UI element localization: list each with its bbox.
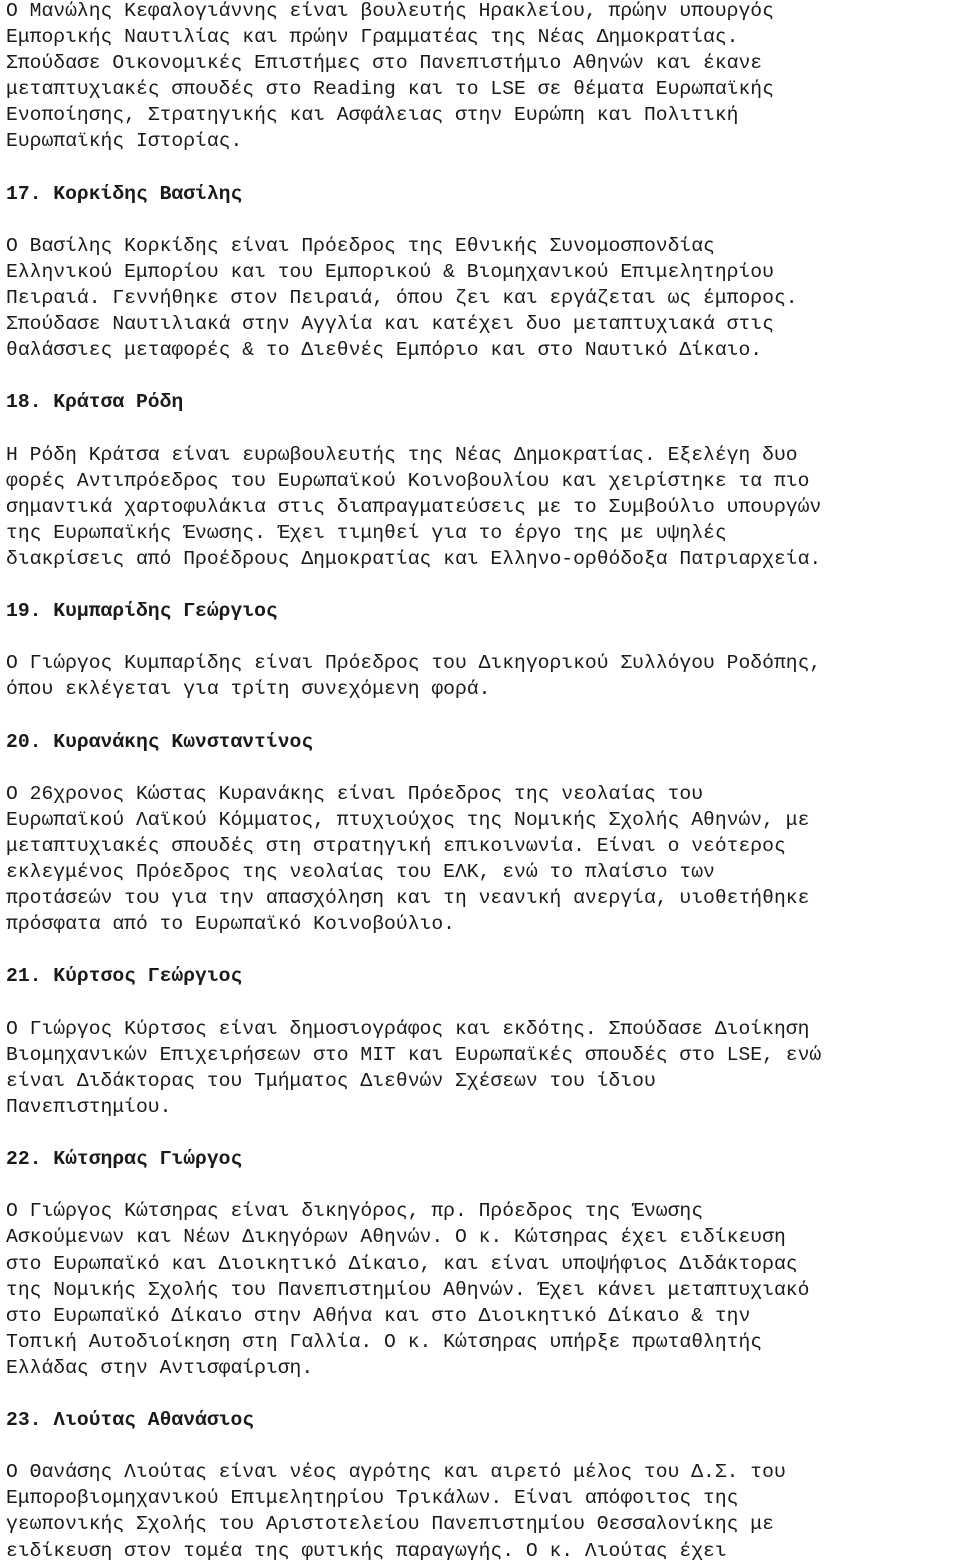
text-line: Ο Γιώργος Κυμπαρίδης είναι Πρόεδρος του Δικηγορικού Συλλόγου Ροδόπης,: [6, 652, 822, 675]
text-line: γεωπονικής Σχολής του Αριστοτελείου Πανεπιστημίου Θεσσαλονίκης με: [6, 1513, 774, 1536]
text-line: Ο Γιώργος Κώτσηρας είναι δικηγόρος, πρ. Πρόεδρος της Ένωσης: [6, 1200, 704, 1223]
text-line: προτάσεών του για την απασχόληση και τη νεανική ανεργία, υιοθετήθηκε: [6, 887, 810, 910]
text-line: Ελλάδας στην Αντισφαίριση.: [6, 1356, 314, 1379]
heading-22: 22. Κώτσηρας Γιώργος: [6, 1148, 243, 1171]
paragraph-spacer: [6, 1120, 958, 1146]
paragraph-spacer: [6, 155, 958, 181]
text-line: φορές Αντιπρόεδρος του Ευρωπαϊκού Κοινοβουλίου και χειρίστηκε τα πιο: [6, 469, 810, 492]
text-line: Τοπική Αυτοδιοίκηση στη Γαλλία. Ο κ. Κώτσηρας υπήρξε πρωταθλητής: [6, 1330, 763, 1353]
text-line: θαλάσσιες μεταφορές & το Διεθνές Εμπόριο και στο Ναυτικό Δίκαιο.: [6, 339, 763, 362]
text-line: Πανεπιστημίου.: [6, 1095, 172, 1118]
text-line: εκλεγμένος Πρόεδρος της νεολαίας του ΕΛΚ, ενώ το πλαίσιο των: [6, 861, 715, 884]
text-line: μεταπτυχιακές σπουδές στο Reading και το LSE σε θέματα Ευρωπαϊκής: [6, 78, 774, 101]
text-line: Ο Γιώργος Κύρτσος είναι δημοσιογράφος και εκδότης. Σπούδασε Διοίκηση: [6, 1017, 810, 1040]
bio-21: [6, 1016, 958, 1120]
text-line: πρόσφατα από το Ευρωπαϊκό Κοινοβούλιο.: [6, 913, 455, 936]
text-line: Ο 26χρονος Κώστας Κυρανάκης είναι Πρόεδρος της νεολαίας του: [6, 782, 704, 805]
text-line: Σπούδασε Οικονομικές Επιστήμες στο Πανεπιστήμιο Αθηνών και έκανε: [6, 52, 763, 75]
paragraph-spacer: [6, 1433, 958, 1459]
text-line: Ο Μανώλης Κεφαλογιάννης είναι βουλευτής Ηρακλείου, πρώην υπουργός: [6, 0, 774, 22]
paragraph-spacer: [6, 1381, 958, 1407]
text-line: είναι Διδάκτορας του Τμήματος Διεθνών Σχέσεων του ίδιου: [6, 1069, 656, 1092]
text-line: Ευρωπαϊκού Λαϊκού Κόμματος, πτυχιούχος της Νομικής Σχολής Αθηνών, με: [6, 808, 810, 831]
heading-17: 17. Κορκίδης Βασίλης: [6, 182, 243, 205]
bio-17: [6, 233, 958, 363]
text-line: Σπούδασε Ναυτιλιακά στην Αγγλία και κατέχει δυο μεταπτυχιακά στις: [6, 313, 774, 336]
text-line: Ελληνικού Εμπορίου και του Εμπορικού & Βιομηχανικού Επιμελητηρίου: [6, 260, 774, 283]
paragraph-spacer: [6, 703, 958, 729]
paragraph-spacer: [6, 937, 958, 963]
text-line: διακρίσεις από Προέδρους Δημοκρατίας και Ελληνο-ορθόδοξα Πατριαρχεία.: [6, 547, 822, 570]
bio-20: [6, 781, 958, 938]
paragraph-spacer: [6, 624, 958, 650]
text-line: στο Ευρωπαϊκό και Διοικητικό Δίκαιο, και είναι υποψήφιος Διδάκτορας: [6, 1252, 798, 1275]
text-line: Εμποροβιομηχανικού Επιμελητηρίου Τρικάλων. Είναι απόφοιτος της: [6, 1487, 739, 1510]
paragraph-spacer: [6, 207, 958, 233]
text-line: Ενοποίησης, Στρατηγικής και Ασφάλειας στην Ευρώπη και Πολιτική: [6, 104, 739, 127]
bio-22: [6, 1198, 958, 1381]
heading-18: 18. Κράτσα Ρόδη: [6, 391, 184, 414]
paragraph-spacer: [6, 990, 958, 1016]
heading-21: 21. Κύρτσος Γεώργιος: [6, 965, 243, 988]
heading-20: 20. Κυρανάκης Κωνσταντίνος: [6, 730, 314, 753]
text-line: Εμπορικής Ναυτιλίας και πρώην Γραμματέας της Νέας Δημοκρατίας.: [6, 26, 739, 49]
text-line: Ο Θανάσης Λιούτας είναι νέος αγρότης και αιρετό μέλος του Δ.Σ. του: [6, 1461, 786, 1484]
document-page: [6, 0, 958, 1564]
paragraph-spacer: [6, 755, 958, 781]
heading-19: 19. Κυμπαρίδης Γεώργιος: [6, 600, 278, 623]
text-line: όπου εκλέγεται για τρίτη συνεχόμενη φορά.: [6, 678, 491, 701]
text-line: στο Ευρωπαϊκό Δίκαιο στην Αθήνα και στο Διοικητικό Δίκαιο & την: [6, 1304, 751, 1327]
text-line: της Ευρωπαϊκής Ένωσης. Έχει τιμηθεί για το έργο της με υψηλές: [6, 521, 727, 544]
paragraph-spacer: [6, 416, 958, 442]
bio-19: [6, 650, 958, 702]
text-line: Η Ρόδη Κράτσα είναι ευρωβουλευτής της Νέας Δημοκρατίας. Εξελέγη δυο: [6, 443, 798, 466]
bio-23: [6, 1459, 958, 1563]
paragraph-spacer: [6, 572, 958, 598]
paragraph-spacer: [6, 363, 958, 389]
text-line: της Νομικής Σχολής του Πανεπιστημίου Αθηνών. Έχει κάνει μεταπτυχιακό: [6, 1278, 810, 1301]
text-line: μεταπτυχιακές σπουδές στη στρατηγική επικοινωνία. Είναι ο νεότερος: [6, 835, 786, 857]
text-line: Ασκούμενων και Νέων Δικηγόρων Αθηνών. Ο κ. Κώτσηρας έχει ειδίκευση: [6, 1226, 786, 1249]
text-line: σημαντικά χαρτοφυλάκια στις διαπραγματεύσεις με το Συμβούλιο υπουργών: [6, 495, 822, 518]
text-line: ειδίκευση στον τομέα της φυτικής παραγωγής. Ο κ. Λιούτας έχει: [6, 1539, 727, 1562]
heading-23: 23. Λιούτας Αθανάσιος: [6, 1409, 255, 1432]
bio-16-continued: [6, 0, 958, 155]
text-line: Ο Βασίλης Κορκίδης είναι Πρόεδρος της Εθνικής Συνομοσπονδίας: [6, 234, 715, 257]
paragraph-spacer: [6, 1172, 958, 1198]
text-line: Ευρωπαϊκής Ιστορίας.: [6, 130, 243, 153]
text-line: Πειραιά. Γεννήθηκε στον Πειραιά, όπου ζει και εργάζεται ως έμπορος.: [6, 287, 798, 310]
text-line: Βιομηχανικών Επιχειρήσεων στο MIT και Ευρωπαϊκές σπουδές στο LSE, ενώ: [6, 1043, 822, 1066]
bio-18: [6, 442, 958, 572]
